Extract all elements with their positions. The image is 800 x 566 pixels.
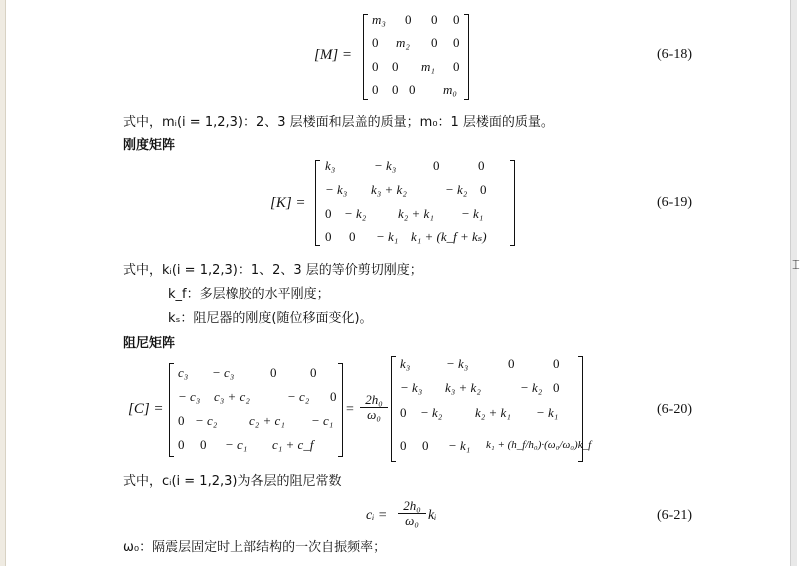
matrix-cell: 0 bbox=[330, 389, 337, 404]
eq-6-19-number: (6-19) bbox=[657, 195, 692, 210]
matrix-cell: k₁ + (k_f + kₛ) bbox=[411, 229, 487, 244]
matrix-cell: − k₃ bbox=[400, 380, 423, 395]
eq-6-19-left-bracket bbox=[315, 160, 320, 246]
matrix-cell: 0 bbox=[178, 437, 185, 452]
eq-6-18-left-bracket bbox=[363, 14, 368, 100]
damping-definition-text: 式中，cᵢ(i = 1,2,3)为各层的阻尼常数 bbox=[123, 474, 342, 489]
matrix-cell: 0 bbox=[400, 405, 407, 420]
kf-definition-text: k_f：多层橡胶的水平刚度； bbox=[168, 287, 330, 302]
matrix-cell: − k₁ bbox=[461, 206, 484, 221]
eq-6-20-left-bracket bbox=[169, 363, 174, 457]
matrix-cell: 0 bbox=[508, 356, 515, 371]
matrix-cell: c₃ + c₂ bbox=[214, 389, 250, 404]
matrix-cell: 0 bbox=[422, 438, 429, 453]
matrix-cell: − k₁ bbox=[376, 229, 399, 244]
matrix-cell: − c₂ bbox=[195, 413, 218, 428]
matrix-cell: 0 bbox=[325, 229, 332, 244]
matrix-cell: − c₃ bbox=[212, 365, 235, 380]
matrix-cell: k₂ + k₁ bbox=[475, 405, 511, 420]
eq-6-20-right-bracket bbox=[338, 363, 343, 457]
matrix-cell: 0 bbox=[431, 12, 438, 27]
eq-6-21-lhs: cᵢ = bbox=[366, 508, 388, 523]
matrix-cell: 0 bbox=[178, 413, 185, 428]
eq-6-18-lhs: [M] = bbox=[314, 47, 353, 63]
matrix-cell: − c₃ bbox=[178, 389, 201, 404]
matrix-cell: c₃ bbox=[178, 365, 189, 380]
matrix-cell: 0 bbox=[270, 365, 277, 380]
mouse-cursor-icon: ⌶ bbox=[792, 258, 800, 273]
matrix-cell: m₀ bbox=[443, 82, 457, 97]
matrix-cell: − k₂ bbox=[445, 182, 468, 197]
matrix-cell: k₁ + (h_f/h₀)·(ω₀/ω₀)k_f bbox=[486, 439, 592, 451]
eq-6-20-factor bbox=[360, 393, 388, 422]
eq-6-20-lhs: [C] = bbox=[128, 401, 164, 417]
matrix-cell: m₁ bbox=[421, 59, 435, 74]
factor-numerator: 2h₀ bbox=[360, 393, 388, 408]
matrix-cell: 0 bbox=[478, 158, 485, 173]
heading-damping-matrix: 阻尼矩阵 bbox=[123, 336, 176, 351]
matrix-cell: 0 bbox=[200, 437, 207, 452]
matrix-cell: − c₂ bbox=[287, 389, 310, 404]
matrix-cell: 0 bbox=[433, 158, 440, 173]
matrix-cell: k₃ + k₂ bbox=[445, 380, 481, 395]
matrix-cell: 0 bbox=[553, 380, 560, 395]
eq-6-18-number: (6-18) bbox=[657, 47, 692, 62]
omega-definition-text: ω₀：隔震层固定时上部结构的一次自振频率； bbox=[123, 540, 387, 555]
mass-definition-text: 式中，mᵢ(i = 1,2,3)：2、3 层楼面和层盖的质量；m₀：1 层楼面的质量。 bbox=[123, 115, 554, 130]
matrix-cell: 0 bbox=[372, 59, 379, 74]
eq-6-20-rhs-left-bracket bbox=[391, 356, 396, 462]
matrix-cell: − k₂ bbox=[344, 206, 367, 221]
matrix-cell: 0 bbox=[553, 356, 560, 371]
matrix-cell: m₂ bbox=[396, 35, 410, 50]
matrix-cell: k₃ bbox=[325, 158, 336, 173]
matrix-cell: − k₃ bbox=[325, 182, 348, 197]
matrix-cell: 0 bbox=[431, 35, 438, 50]
eq-6-19-right-bracket bbox=[510, 160, 515, 246]
matrix-cell: 0 bbox=[453, 35, 460, 50]
matrix-cell: k₃ + k₂ bbox=[371, 182, 407, 197]
eq-6-19-lhs: [K] = bbox=[270, 195, 306, 211]
matrix-cell: 0 bbox=[372, 82, 379, 97]
matrix-cell: 0 bbox=[349, 229, 356, 244]
matrix-cell: c₂ + c₁ bbox=[249, 413, 285, 428]
matrix-cell: − c₁ bbox=[311, 413, 334, 428]
matrix-cell: m₃ bbox=[372, 12, 386, 27]
matrix-cell: 0 bbox=[453, 59, 460, 74]
matrix-cell: 0 bbox=[480, 182, 487, 197]
matrix-cell: k₂ + k₁ bbox=[398, 206, 434, 221]
matrix-cell: 0 bbox=[392, 59, 399, 74]
matrix-cell: 0 bbox=[409, 82, 416, 97]
fraction-numerator: 2h₀ bbox=[398, 499, 426, 514]
matrix-cell: − k₃ bbox=[374, 158, 397, 173]
matrix-cell: c₁ + c_f bbox=[272, 437, 314, 452]
matrix-cell: k₃ bbox=[400, 356, 411, 371]
eq-6-18-right-bracket bbox=[464, 14, 469, 100]
eq-6-21-fraction bbox=[398, 499, 426, 528]
factor-denominator: ω₀ bbox=[367, 407, 381, 422]
matrix-cell: − k₁ bbox=[536, 405, 559, 420]
matrix-cell: 0 bbox=[372, 35, 379, 50]
matrix-cell: 0 bbox=[310, 365, 317, 380]
eq-6-20-number: (6-20) bbox=[657, 402, 692, 417]
matrix-cell: − c₁ bbox=[225, 437, 248, 452]
eq-6-21-number: (6-21) bbox=[657, 508, 692, 523]
fraction-denominator: ω₀ bbox=[405, 513, 419, 528]
eq-6-21-tail: kᵢ bbox=[428, 508, 437, 523]
matrix-cell: 0 bbox=[392, 82, 399, 97]
matrix-cell: − k₂ bbox=[520, 380, 543, 395]
matrix-cell: 0 bbox=[400, 438, 407, 453]
heading-stiffness-matrix: 刚度矩阵 bbox=[123, 138, 176, 153]
eq-6-20-equals: = bbox=[346, 402, 354, 417]
matrix-cell: 0 bbox=[453, 12, 460, 27]
matrix-cell: 0 bbox=[325, 206, 332, 221]
matrix-cell: − k₁ bbox=[448, 438, 471, 453]
matrix-cell: − k₂ bbox=[420, 405, 443, 420]
matrix-cell: 0 bbox=[405, 12, 412, 27]
stiffness-definition-text: 式中，kᵢ(i = 1,2,3)：1、2、3 层的等价剪切刚度； bbox=[123, 263, 423, 278]
ks-definition-text: kₛ：阻尼器的刚度(随位移面变化)。 bbox=[168, 311, 373, 326]
matrix-cell: − k₃ bbox=[446, 356, 469, 371]
